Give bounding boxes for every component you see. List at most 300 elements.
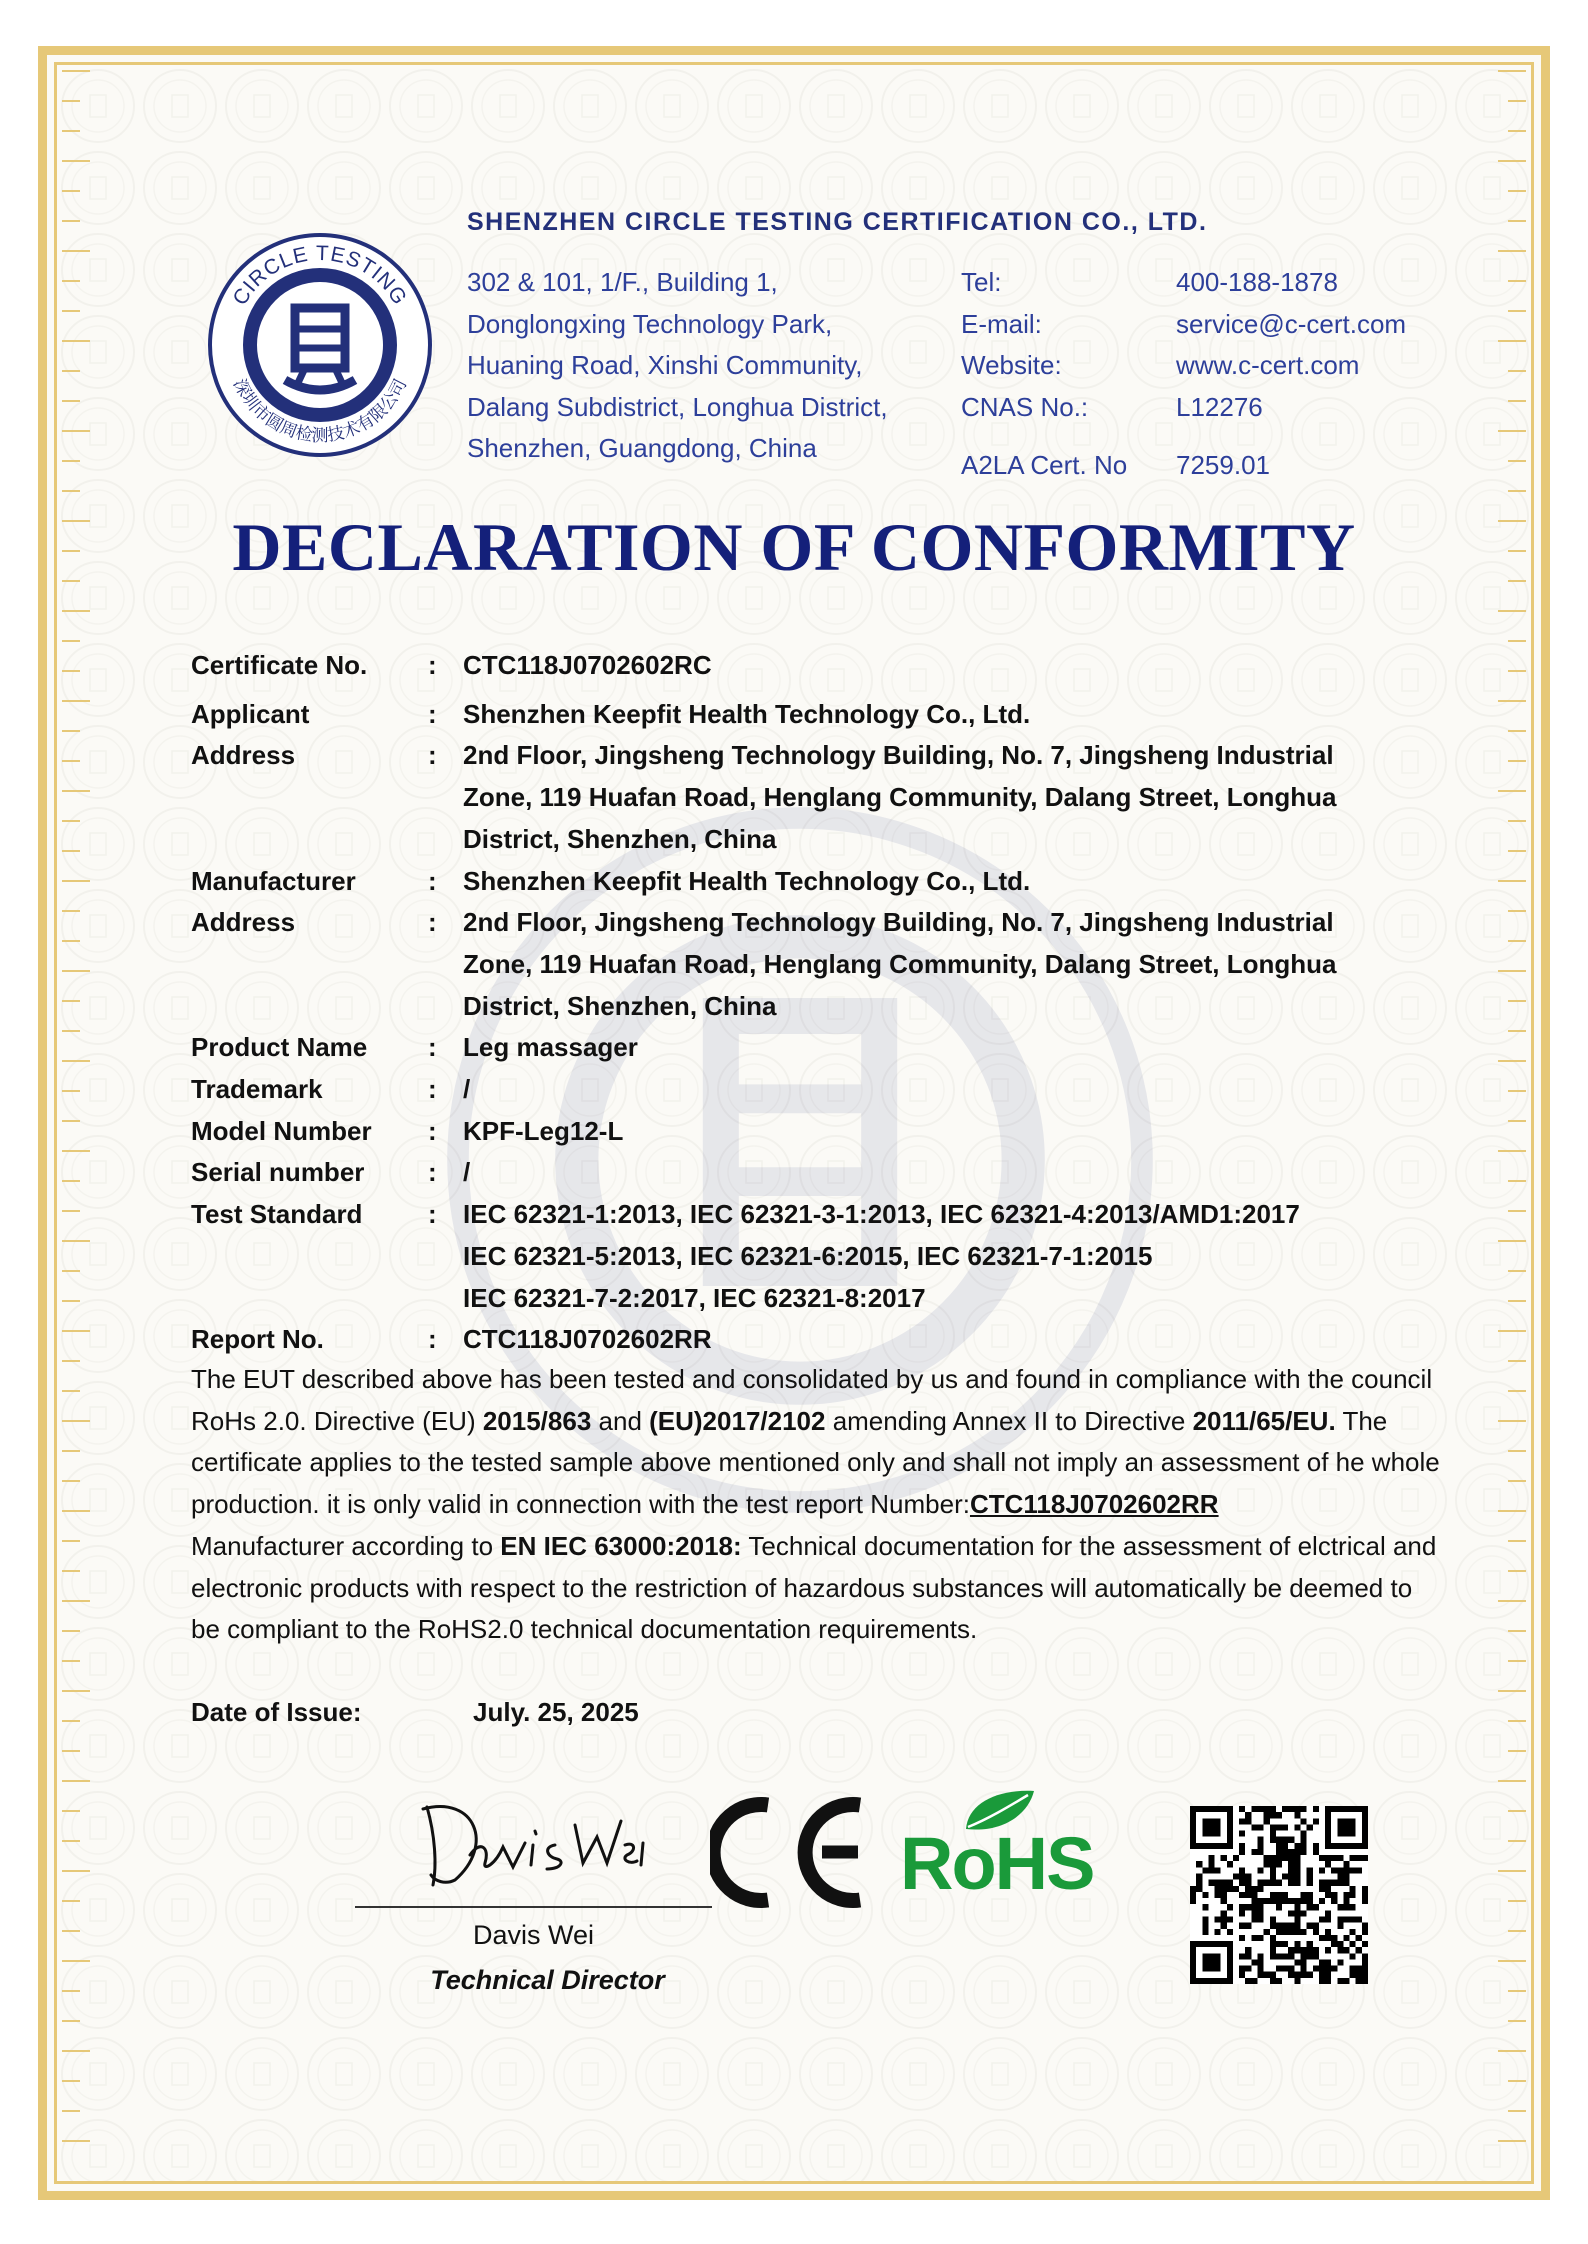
a2la-label: A2LA Cert. No bbox=[961, 450, 1128, 480]
border-tick bbox=[1508, 220, 1526, 222]
border-tick bbox=[1508, 370, 1526, 372]
border-tick bbox=[62, 370, 80, 372]
border-tick bbox=[1508, 1210, 1526, 1212]
border-tick bbox=[62, 1750, 80, 1752]
company-address bbox=[467, 262, 888, 470]
field-value-line: District, Shenzhen, China bbox=[463, 990, 777, 1021]
border-tick bbox=[62, 1630, 80, 1632]
field-colon: : bbox=[428, 1324, 437, 1355]
qr-module bbox=[1239, 1818, 1245, 1824]
border-tick bbox=[1508, 400, 1526, 402]
cnas-value: L12276 bbox=[1176, 391, 1263, 422]
qr-module bbox=[1208, 1855, 1214, 1861]
qr-module bbox=[1325, 1910, 1331, 1916]
qr-module bbox=[1307, 1898, 1313, 1904]
qr-module bbox=[1288, 1966, 1294, 1972]
qr-module bbox=[1239, 1923, 1245, 1929]
qr-module bbox=[1258, 1886, 1264, 1892]
border-tick bbox=[62, 1390, 80, 1392]
qr-module bbox=[1294, 1904, 1300, 1910]
address-line: Huaning Road, Xinshi Community, bbox=[467, 350, 863, 380]
qr-finder bbox=[1202, 1953, 1220, 1971]
qr-module bbox=[1343, 1874, 1349, 1880]
border-tick bbox=[62, 1810, 80, 1812]
qr-module bbox=[1270, 1935, 1276, 1941]
qr-module bbox=[1319, 1978, 1325, 1984]
qr-module bbox=[1245, 1892, 1251, 1898]
qr-module bbox=[1221, 1898, 1227, 1904]
border-tick bbox=[1498, 790, 1526, 792]
border-tick bbox=[1508, 640, 1526, 642]
border-tick bbox=[1498, 1240, 1526, 1242]
contact-values bbox=[1176, 262, 1406, 428]
qr-module bbox=[1294, 1880, 1300, 1886]
border-tick bbox=[62, 1090, 80, 1092]
qr-module bbox=[1258, 1849, 1264, 1855]
qr-module bbox=[1264, 1972, 1270, 1978]
border-tick bbox=[62, 400, 80, 402]
conformity-statement bbox=[191, 1359, 1441, 1651]
border-tick bbox=[62, 280, 80, 282]
qr-module bbox=[1356, 1978, 1362, 1984]
field-value: Leg massager bbox=[463, 1032, 638, 1063]
qr-module bbox=[1258, 1843, 1264, 1849]
qr-module bbox=[1239, 1843, 1245, 1849]
border-tick bbox=[62, 1690, 90, 1692]
qr-module bbox=[1300, 1849, 1306, 1855]
qr-finder bbox=[1202, 1818, 1220, 1836]
border-tick bbox=[62, 1420, 90, 1422]
border-tick bbox=[1498, 1510, 1526, 1512]
qr-module bbox=[1288, 1874, 1294, 1880]
qr-module bbox=[1258, 1935, 1264, 1941]
border-tick bbox=[1508, 1750, 1526, 1752]
qr-module bbox=[1276, 1892, 1282, 1898]
border-tick bbox=[1508, 1630, 1526, 1632]
qr-module bbox=[1227, 1886, 1233, 1892]
qr-module bbox=[1362, 1892, 1368, 1898]
border-tick bbox=[62, 1180, 80, 1182]
qr-module bbox=[1276, 1966, 1282, 1972]
qr-module bbox=[1350, 1953, 1356, 1959]
signer-title: Technical Director bbox=[430, 1965, 665, 1995]
qr-module bbox=[1300, 1972, 1306, 1978]
qr-module bbox=[1251, 1935, 1257, 1941]
field-colon: : bbox=[428, 907, 437, 938]
border-tick bbox=[1508, 1720, 1526, 1722]
border-tick bbox=[62, 220, 80, 222]
qr-module bbox=[1270, 1916, 1276, 1922]
field-value-line: District, Shenzhen, China bbox=[463, 823, 777, 854]
qr-module bbox=[1239, 1972, 1245, 1978]
border-tick bbox=[62, 1900, 80, 1902]
qr-module bbox=[1362, 1972, 1368, 1978]
qr-module bbox=[1313, 1806, 1319, 1812]
qr-module bbox=[1282, 1837, 1288, 1843]
qr-module bbox=[1356, 1916, 1362, 1922]
qr-module bbox=[1300, 1966, 1306, 1972]
qr-module bbox=[1251, 1916, 1257, 1922]
directive-ref: 2015/863 bbox=[482, 1405, 592, 1436]
qr-module bbox=[1362, 1898, 1368, 1904]
qr-module bbox=[1270, 1972, 1276, 1978]
qr-module bbox=[1356, 1947, 1362, 1953]
border-tick bbox=[1508, 2080, 1526, 2082]
qr-module bbox=[1208, 1880, 1214, 1886]
qr-module bbox=[1276, 1824, 1282, 1830]
qr-module bbox=[1294, 1861, 1300, 1867]
field-value: CTC118J0702602RR bbox=[463, 1324, 712, 1355]
qr-module bbox=[1258, 1916, 1264, 1922]
qr-module bbox=[1294, 1923, 1300, 1929]
qr-module bbox=[1270, 1806, 1276, 1812]
border-tick bbox=[1498, 1690, 1526, 1692]
qr-module bbox=[1221, 1923, 1227, 1929]
qr-module bbox=[1282, 1849, 1288, 1855]
border-tick bbox=[62, 880, 90, 882]
qr-module bbox=[1264, 1898, 1270, 1904]
qr-module bbox=[1276, 1880, 1282, 1886]
qr-module bbox=[1282, 1966, 1288, 1972]
border-tick bbox=[1508, 1030, 1526, 1032]
border-tick bbox=[1498, 1870, 1526, 1872]
issue-date-value: July. 25, 2025 bbox=[473, 1697, 639, 1727]
border-tick bbox=[62, 730, 80, 732]
field-applicant-address bbox=[191, 735, 1441, 860]
qr-module bbox=[1300, 1831, 1306, 1837]
border-tick bbox=[1508, 1660, 1526, 1662]
border-tick bbox=[62, 670, 80, 672]
border-tick bbox=[1498, 70, 1526, 72]
qr-module bbox=[1190, 1898, 1196, 1904]
cnas-label: CNAS No.: bbox=[961, 391, 1089, 422]
border-tick bbox=[62, 850, 80, 852]
statement-text: amending Annex II to Directive bbox=[825, 1405, 1193, 1436]
field-colon: : bbox=[428, 1115, 437, 1146]
qr-module bbox=[1282, 1824, 1288, 1830]
qr-module bbox=[1325, 1855, 1331, 1861]
field-label: Applicant bbox=[191, 698, 310, 729]
border-tick bbox=[1508, 1930, 1526, 1932]
field-trademark bbox=[191, 1069, 1441, 1111]
qr-module bbox=[1227, 1861, 1233, 1867]
handwritten-signature bbox=[415, 1785, 650, 1895]
border-tick bbox=[62, 430, 90, 432]
qr-module bbox=[1202, 1867, 1208, 1873]
qr-module bbox=[1294, 1806, 1300, 1812]
field-test-standard bbox=[191, 1194, 1441, 1319]
qr-module bbox=[1215, 1886, 1221, 1892]
qr-module bbox=[1350, 1867, 1356, 1873]
border-tick bbox=[1508, 820, 1526, 822]
border-tick bbox=[1508, 1270, 1526, 1272]
qr-module bbox=[1239, 1880, 1245, 1886]
qr-module bbox=[1343, 1867, 1349, 1873]
qr-module bbox=[1239, 1806, 1245, 1812]
field-report-no bbox=[191, 1319, 1441, 1361]
qr-module bbox=[1276, 1812, 1282, 1818]
qr-module bbox=[1313, 1923, 1319, 1929]
qr-module bbox=[1331, 1880, 1337, 1886]
border-tick bbox=[1498, 2140, 1526, 2142]
qr-module bbox=[1270, 1837, 1276, 1843]
qr-module bbox=[1325, 1972, 1331, 1978]
qr-module bbox=[1288, 1923, 1294, 1929]
directive-ref: 2011/65/EU. bbox=[1192, 1405, 1336, 1436]
field-value: KPF-Leg12-L bbox=[463, 1115, 624, 1146]
border-ticks-right bbox=[1498, 70, 1526, 2170]
qr-module bbox=[1239, 1831, 1245, 1837]
qr-module bbox=[1356, 1867, 1362, 1873]
qr-module bbox=[1300, 1959, 1306, 1965]
border-tick bbox=[1508, 1390, 1526, 1392]
qr-module bbox=[1313, 1904, 1319, 1910]
border-tick bbox=[62, 1150, 90, 1152]
qr-module bbox=[1294, 1972, 1300, 1978]
qr-module bbox=[1294, 1910, 1300, 1916]
qr-module bbox=[1239, 1867, 1245, 1873]
ce-mark-icon bbox=[710, 1795, 870, 1910]
qr-module bbox=[1331, 1941, 1337, 1947]
qr-module bbox=[1202, 1904, 1208, 1910]
field-label: Certificate No. bbox=[191, 650, 368, 680]
field-colon: : bbox=[428, 865, 437, 896]
qr-module bbox=[1288, 1953, 1294, 1959]
qr-module bbox=[1325, 1929, 1331, 1935]
qr-module bbox=[1307, 1892, 1313, 1898]
qr-module bbox=[1350, 1941, 1356, 1947]
qr-module bbox=[1215, 1916, 1221, 1922]
border-tick bbox=[62, 2020, 80, 2022]
company-name: SHENZHEN CIRCLE TESTING CERTIFICATION CO., LTD. bbox=[467, 208, 1208, 236]
qr-module bbox=[1270, 1898, 1276, 1904]
qr-module bbox=[1288, 1806, 1294, 1812]
border-tick bbox=[62, 940, 80, 942]
qr-module bbox=[1196, 1880, 1202, 1886]
svg-text:深圳市圆周检测技术有限公司: 深圳市圆周检测技术有限公司 bbox=[228, 375, 412, 446]
address-line: Shenzhen, Guangdong, China bbox=[467, 433, 817, 463]
document-title: DECLARATION OF CONFORMITY bbox=[232, 509, 1356, 585]
border-tick bbox=[1508, 850, 1526, 852]
qr-module bbox=[1300, 1929, 1306, 1935]
field-label: Test Standard bbox=[191, 1199, 363, 1230]
qr-module bbox=[1282, 1941, 1288, 1947]
qr-module bbox=[1282, 1806, 1288, 1812]
qr-module bbox=[1258, 1837, 1264, 1843]
field-label: Model Number bbox=[191, 1115, 372, 1146]
border-tick bbox=[62, 310, 80, 312]
qr-module bbox=[1300, 1947, 1306, 1953]
qr-module bbox=[1233, 1874, 1239, 1880]
border-tick bbox=[1508, 490, 1526, 492]
border-tick bbox=[1508, 1810, 1526, 1812]
qr-module bbox=[1294, 1941, 1300, 1947]
qr-module bbox=[1362, 1886, 1368, 1892]
qr-module bbox=[1313, 1966, 1319, 1972]
qr-module bbox=[1288, 1849, 1294, 1855]
border-tick bbox=[1498, 1420, 1526, 1422]
border-tick bbox=[1498, 1780, 1526, 1782]
qr-module bbox=[1307, 1880, 1313, 1886]
border-tick bbox=[62, 1120, 80, 1122]
qr-module bbox=[1239, 1849, 1245, 1855]
qr-finder bbox=[1337, 1818, 1355, 1836]
address-line: 302 & 101, 1/F., Building 1, bbox=[467, 267, 778, 297]
field-label: Serial number bbox=[191, 1157, 365, 1188]
qr-module bbox=[1270, 1874, 1276, 1880]
qr-module bbox=[1307, 1941, 1313, 1947]
field-value-line: Zone, 119 Huafan Road, Henglang Community, Dalang Street, Longhua bbox=[463, 948, 1337, 979]
border-tick bbox=[62, 1600, 90, 1602]
qr-module bbox=[1300, 1910, 1306, 1916]
qr-module bbox=[1294, 1978, 1300, 1984]
qr-module bbox=[1239, 1874, 1245, 1880]
qr-module bbox=[1221, 1910, 1227, 1916]
border-tick bbox=[62, 1540, 80, 1542]
field-value: Shenzhen Keepfit Health Technology Co., Ltd. bbox=[463, 698, 1031, 729]
qr-module bbox=[1202, 1892, 1208, 1898]
report-number-ref: CTC118J0702602RR bbox=[969, 1489, 1219, 1520]
qr-module bbox=[1356, 1935, 1362, 1941]
qr-module bbox=[1362, 1959, 1368, 1965]
qr-module bbox=[1325, 1886, 1331, 1892]
qr-module bbox=[1245, 1818, 1251, 1824]
qr-module bbox=[1276, 1923, 1282, 1929]
qr-module bbox=[1245, 1966, 1251, 1972]
qr-module bbox=[1288, 1910, 1294, 1916]
qr-module bbox=[1202, 1923, 1208, 1929]
qr-module bbox=[1251, 1892, 1257, 1898]
qr-module bbox=[1245, 1874, 1251, 1880]
qr-module bbox=[1350, 1892, 1356, 1898]
border-tick bbox=[62, 1780, 90, 1782]
qr-module bbox=[1350, 1929, 1356, 1935]
qr-module bbox=[1337, 1880, 1343, 1886]
border-tick bbox=[1508, 460, 1526, 462]
qr-module bbox=[1294, 1812, 1300, 1818]
qr-module bbox=[1343, 1947, 1349, 1953]
qr-module bbox=[1239, 1953, 1245, 1959]
qr-module bbox=[1362, 1941, 1368, 1947]
field-label: Address bbox=[191, 740, 296, 771]
border-tick bbox=[62, 250, 90, 252]
qr-module bbox=[1251, 1849, 1257, 1855]
qr-module bbox=[1300, 1953, 1306, 1959]
qr-module bbox=[1343, 1892, 1349, 1898]
border-tick bbox=[1498, 1330, 1526, 1332]
border-tick bbox=[62, 490, 80, 492]
border-tick bbox=[1508, 1300, 1526, 1302]
qr-module bbox=[1337, 1923, 1343, 1929]
signer-name: Davis Wei bbox=[472, 1920, 595, 1950]
statement-text: The EUT described above has been tested and consolidated by us and found in compliance with the council RoHs 2.0. Directive (EU) bbox=[191, 1364, 1433, 1436]
qr-module bbox=[1270, 1953, 1276, 1959]
qr-module bbox=[1276, 1941, 1282, 1947]
qr-module bbox=[1350, 1966, 1356, 1972]
border-tick bbox=[62, 970, 90, 972]
border-tick bbox=[1498, 250, 1526, 252]
border-tick bbox=[1508, 1840, 1526, 1842]
qr-module bbox=[1307, 1904, 1313, 1910]
field-value-line: IEC 62321-5:2013, IEC 62321-6:2015, IEC 62321-7-1:2015 bbox=[463, 1240, 1153, 1271]
border-tick bbox=[62, 1060, 90, 1062]
qr-module bbox=[1294, 1855, 1300, 1861]
qr-module bbox=[1221, 1892, 1227, 1898]
qr-module bbox=[1258, 1972, 1264, 1978]
border-tick bbox=[62, 1030, 80, 1032]
qr-module bbox=[1300, 1818, 1306, 1824]
qr-module bbox=[1282, 1923, 1288, 1929]
qr-module bbox=[1319, 1855, 1325, 1861]
qr-module bbox=[1202, 1916, 1208, 1922]
qr-module bbox=[1300, 1806, 1306, 1812]
qr-module bbox=[1282, 1874, 1288, 1880]
qr-module bbox=[1325, 1959, 1331, 1965]
qr-module bbox=[1313, 1849, 1319, 1855]
qr-module bbox=[1356, 1855, 1362, 1861]
qr-module bbox=[1258, 1806, 1264, 1812]
company-seal-logo bbox=[205, 230, 435, 460]
qr-module bbox=[1251, 1886, 1257, 1892]
border-tick bbox=[62, 1450, 80, 1452]
qr-module bbox=[1264, 1812, 1270, 1818]
qr-module bbox=[1270, 1861, 1276, 1867]
qr-module bbox=[1325, 1947, 1331, 1953]
qr-module bbox=[1221, 1886, 1227, 1892]
qr-module bbox=[1227, 1929, 1233, 1935]
qr-module bbox=[1362, 1978, 1368, 1984]
qr-module bbox=[1337, 1916, 1343, 1922]
qr-module bbox=[1276, 1953, 1282, 1959]
qr-module bbox=[1264, 1806, 1270, 1812]
qr-module bbox=[1264, 1818, 1270, 1824]
qr-module bbox=[1343, 1880, 1349, 1886]
qr-module bbox=[1251, 1910, 1257, 1916]
statement-text: Manufacturer according to bbox=[191, 1530, 501, 1561]
qr-module bbox=[1325, 1880, 1331, 1886]
qr-code[interactable] bbox=[1190, 1806, 1368, 1984]
tel-value: 400-188-1878 bbox=[1176, 267, 1338, 297]
email-value: service@c-cert.com bbox=[1176, 308, 1407, 339]
qr-module bbox=[1276, 1904, 1282, 1910]
border-tick bbox=[1498, 340, 1526, 342]
qr-module bbox=[1227, 1904, 1233, 1910]
border-tick bbox=[1508, 760, 1526, 762]
qr-module bbox=[1319, 1880, 1325, 1886]
qr-module bbox=[1331, 1855, 1337, 1861]
border-tick bbox=[1508, 1990, 1526, 1992]
border-tick bbox=[62, 1240, 90, 1242]
qr-module bbox=[1264, 1929, 1270, 1935]
border-ticks-left bbox=[62, 70, 90, 2170]
qr-module bbox=[1294, 1874, 1300, 1880]
border-tick bbox=[62, 1330, 90, 1332]
border-tick bbox=[1508, 1540, 1526, 1542]
border-tick bbox=[1508, 730, 1526, 732]
qr-module bbox=[1190, 1886, 1196, 1892]
border-tick bbox=[1508, 190, 1526, 192]
qr-module bbox=[1190, 1892, 1196, 1898]
qr-module bbox=[1331, 1892, 1337, 1898]
border-tick bbox=[62, 1270, 80, 1272]
border-tick bbox=[62, 190, 80, 192]
tel-label: Tel: bbox=[961, 267, 1002, 297]
border-tick bbox=[62, 1300, 80, 1302]
qr-module bbox=[1313, 1929, 1319, 1935]
qr-module bbox=[1270, 1892, 1276, 1898]
field-colon: : bbox=[428, 1074, 437, 1105]
field-colon: : bbox=[428, 698, 437, 729]
